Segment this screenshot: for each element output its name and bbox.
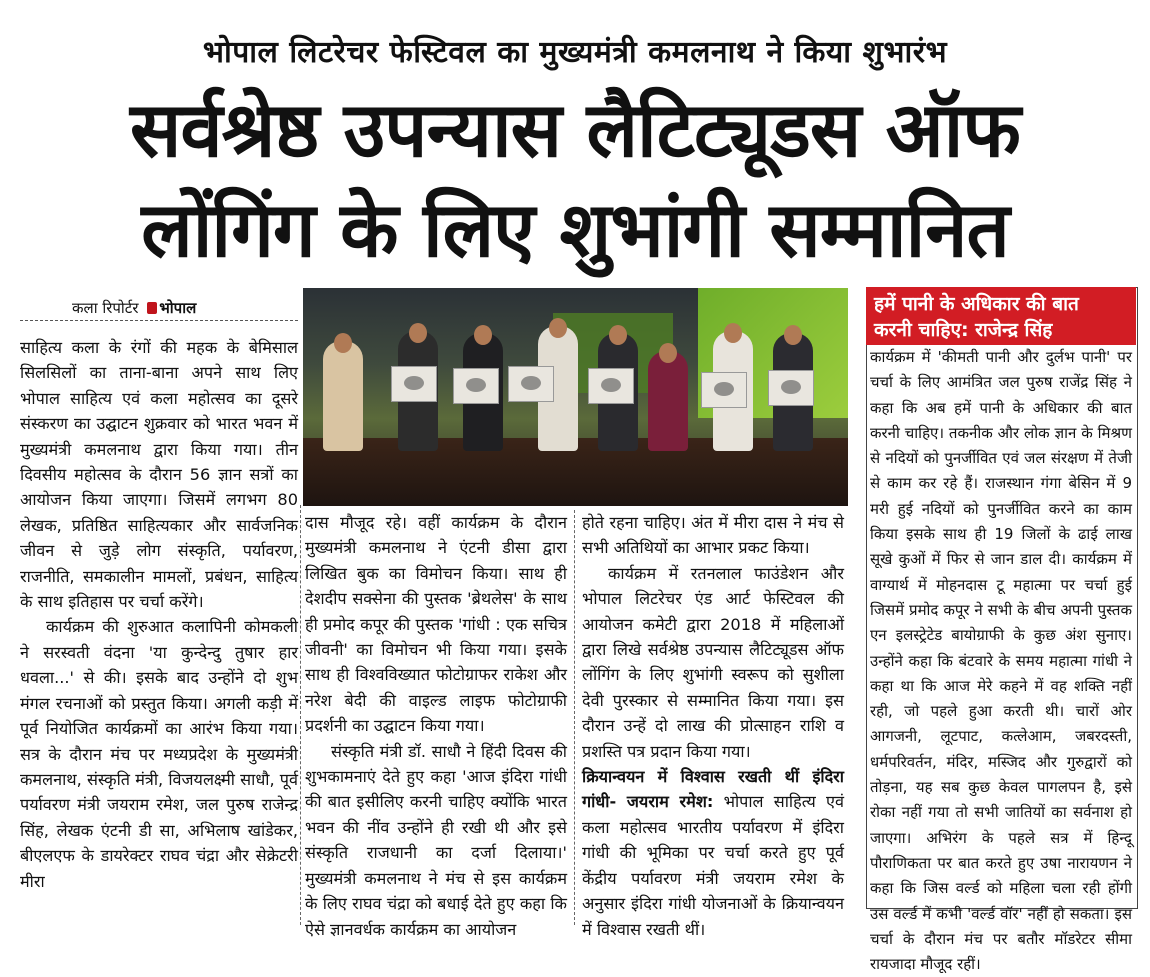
article-paragraph xyxy=(582,764,844,942)
headline-line-2: लोंगिंग के लिए शुभांगी सम्मानित xyxy=(141,185,1009,274)
article-paragraph: कार्यक्रम में रतनलाल फाउंडेशन और भोपाल लिटरेचर एंड आर्ट फेस्टिवल की आयोजन कमेटी द्वारा 2018 में महिलाओं द्वारा लिखे सर्वश्रेष्ठ उपन्यास लैटिट्यूडस ऑफ लोंगिंग के लिए शुभांगी स्वरूप को सुशीला देवी पुरस्कार से सम्मानित किया गया। इस दौरान उन्हें दो लाख की प्रोत्साहन राशि व प्रशस्ति पत्र प्रदान किया गया। xyxy=(582,563,844,761)
article-text: भोपाल साहित्य एवं कला महोत्सव भारतीय पर्यावरण में इंदिरा गांधी की भूमिका पर चर्चा करते हुए पूर्व केंद्रीय पर्यावरण मंत्री जयराम रमेश के अनुसार इंदिरा गांधी योजनाओं के क्रियान्वयन में विश्वास रखती थीं। xyxy=(582,792,844,939)
photo-head xyxy=(549,318,567,338)
article-paragraph: होते रहना चाहिए। अंत में मीरा दास ने मंच से सभी अतिथियों का आभार प्रकट किया। xyxy=(582,513,844,558)
article-paragraph: संस्कृति मंत्री डॉ. साधौ ने हिंदी दिवस की शुभकामनाएं देते हुए कहा 'आज इंदिरा गांधी की बात इसीलिए करनी चाहिए क्योंकि भारत भवन की नींव उन्होंने ही रखी थी और इसे संस्कृति राजधानी का दर्जा दिलाया।' मुख्यमंत्री कमलनाथ ने मंच से इस कार्यक्रम के लिए राघव चंद्रा को बधाई देते हुए कहा कि ऐसे ज्ञानवर्धक कार्यक्रम का आयोजन xyxy=(305,741,567,939)
photo-head xyxy=(659,343,677,363)
photo-head xyxy=(724,323,742,343)
location-pin-icon xyxy=(147,302,157,314)
column-divider xyxy=(300,505,301,925)
book-cover xyxy=(391,366,437,402)
sidebar-heading-line-2: करनी चाहिए: राजेन्द्र सिंह xyxy=(874,319,1053,341)
sidebar-body: कार्यक्रम में 'कीमती पानी और दुर्लभ पानी' पर चर्चा के लिए आमंत्रित जल पुरुष राजेंद्र सिंह ने कहा कि अब हमें पानी के अधिकार की बात करनी चाहिए। तकनीक और लोक ज्ञान के मिश्रण से नदियों को पुनर्जीवित एवं जल संरक्षण में तेजी से काम कर रहे हैं। राजस्थान गंगा बेसिन में 9 मरी हुई नदियों को पुनर्जीवित करने का काम किया इसके साथ ही 19 जिलों के ढाई लाख सूखे कुओं में फिर से जान डाल दी। कार्यक्रम में वाग्यार्थ में मोहनदास टू महात्मा पर चर्चा हुई जिसमें प्रमोद कपूर ने सभी के बीच अपनी पुस्तक एन इलस्ट्रेटेड बायोग्राफी के कुछ अंश सुनाए। उन्होंने कहा कि बंटवारे के समय महात्मा गांधी ने कहा था कि आज मेरे कहने में वह शक्ति नहीं रही, जो पहले हुआ करती थी। चारों ओर आगजनी, लूटपाट, कत्लेआम, जबरदस्ती, धर्मपरिवर्तन, मंदिर, मस्जिद और गुरुद्वारों को तोड़ना, यह सब कुछ केवल पागलपन है, इसे रोका नहीं गया तो सभी जातियों का सर्वनाश हो जाएगा। अभिरंग के पहले सत्र में हिन्दू पौराणिकता पर बात करते हुए उषा नारायणन ने कहा कि जिस वर्ल्ड को महिला चला रही होंगी उस वर्ल्ड में कभी 'वर्ल्ड वॉर' नहीं हो सकता। इस चर्चा के दौरान मंच पर बतौर मॉडरेटर सीमा रायजादा मौजूद रहीं। xyxy=(870,348,1132,974)
photo-person xyxy=(323,341,363,451)
subheading: क्रियान्वयन में विश्वास रखती थीं इंदिरा गांधी- जयराम रमेश: xyxy=(582,767,844,812)
photo-head xyxy=(409,323,427,343)
photo-head xyxy=(474,325,492,345)
byline-city: भोपाल xyxy=(159,299,197,317)
byline xyxy=(72,298,196,318)
byline-reporter: कला रिपोर्टर xyxy=(72,299,139,317)
photo-head xyxy=(784,325,802,345)
photo-head xyxy=(609,325,627,345)
sidebar-heading xyxy=(866,287,1136,345)
article-column-3 xyxy=(582,510,844,942)
book-cover xyxy=(588,368,634,404)
headline-line-1: सर्वश्रेष्ठ उपन्यास लैटिट्यूडस ऑफ xyxy=(130,85,1020,174)
article-paragraph: दास मौजूद रहे। वहीं कार्यक्रम के दौरान मुख्यमंत्री कमलनाथ ने एंटनी डीसा द्वारा लिखित बुक का विमोचन किया। साथ ही देशदीप सक्सेना की पुस्तक 'ब्रेथलेस' के साथ ही प्रमोद कपूर की पुस्तक 'गांधी : एक सचित्र जीवनी' का विमोचन भी किया गया। इसके साथ ही विश्वविख्यात फोटोग्राफर राकेश और नरेश बेदी की वाइल्ड लाइफ फोटोग्राफी प्रदर्शनी का उद्घाटन किया गया। xyxy=(305,513,567,736)
byline-divider xyxy=(20,320,298,321)
article-paragraph: साहित्य कला के रंगों की महक के बेमिसाल सिलसिलों का ताना-बाना अपने साथ लिए भोपाल साहित्य एवं कला महोत्सव का दूसरे संस्करण का उद्घाटन शुक्रवार को भारत भवन में मुख्यमंत्री कमलनाथ द्वारा किया गया। तीन दिवसीय महोत्सव के दौरान 56 ज्ञान सत्रों का आयोजन किया जाएगा। जिसमें लगभग 80 लेखक, प्रतिष्ठित साहित्यकार और सार्वजनिक जीवन से जुड़े लोग संस्कृति, पर्यावरण, राजनीति, समकालीन मामलों, प्रबंधन, साहित्य के साथ इतिहास पर चर्चा करेंगे। xyxy=(20,338,298,612)
column-divider xyxy=(574,510,575,925)
sidebar-heading-line-1: हमें पानी के अधिकार की बात xyxy=(874,293,1079,315)
photo-person xyxy=(648,351,688,451)
book-cover xyxy=(508,366,554,402)
article-column-1 xyxy=(20,335,298,894)
book-cover xyxy=(453,368,499,404)
book-cover xyxy=(701,372,747,408)
sidebar-column xyxy=(870,345,1132,977)
book-cover xyxy=(768,370,814,406)
photo-head xyxy=(334,333,352,353)
article-paragraph: कार्यक्रम की शुरुआत कलापिनी कोमकली ने सरस्वती वंदना 'या कुन्देन्दु तुषार हार धवला...' से की। इसके बाद उन्होंने दो शुभ मंगल रचनाओं को प्रस्तुत किया। अगली कड़ी में पूर्व नियोजित कार्यक्रमों का आरंभ किया गया। सत्र के दौरान मंच पर मध्यप्रदेश के मुख्यमंत्री कमलनाथ, संस्कृति मंत्री, विजयलक्ष्मी साधौ, पूर्व पर्यावरण मंत्री जयराम रमेश, जल पुरुष राजेन्द्र सिंह, लेखक एंटनी डी सा, अभिलाष खांडेकर, बीएलएफ के डायरेक्टर राघव चंद्रा और सेक्रेटरी मीरा xyxy=(20,617,298,891)
article-column-2 xyxy=(305,510,567,942)
event-photo xyxy=(303,288,848,506)
kicker-headline: भोपाल लिटरेचर फेस्टिवल का मुख्यमंत्री कमलनाथ ने किया शुभारंभ xyxy=(202,35,948,70)
